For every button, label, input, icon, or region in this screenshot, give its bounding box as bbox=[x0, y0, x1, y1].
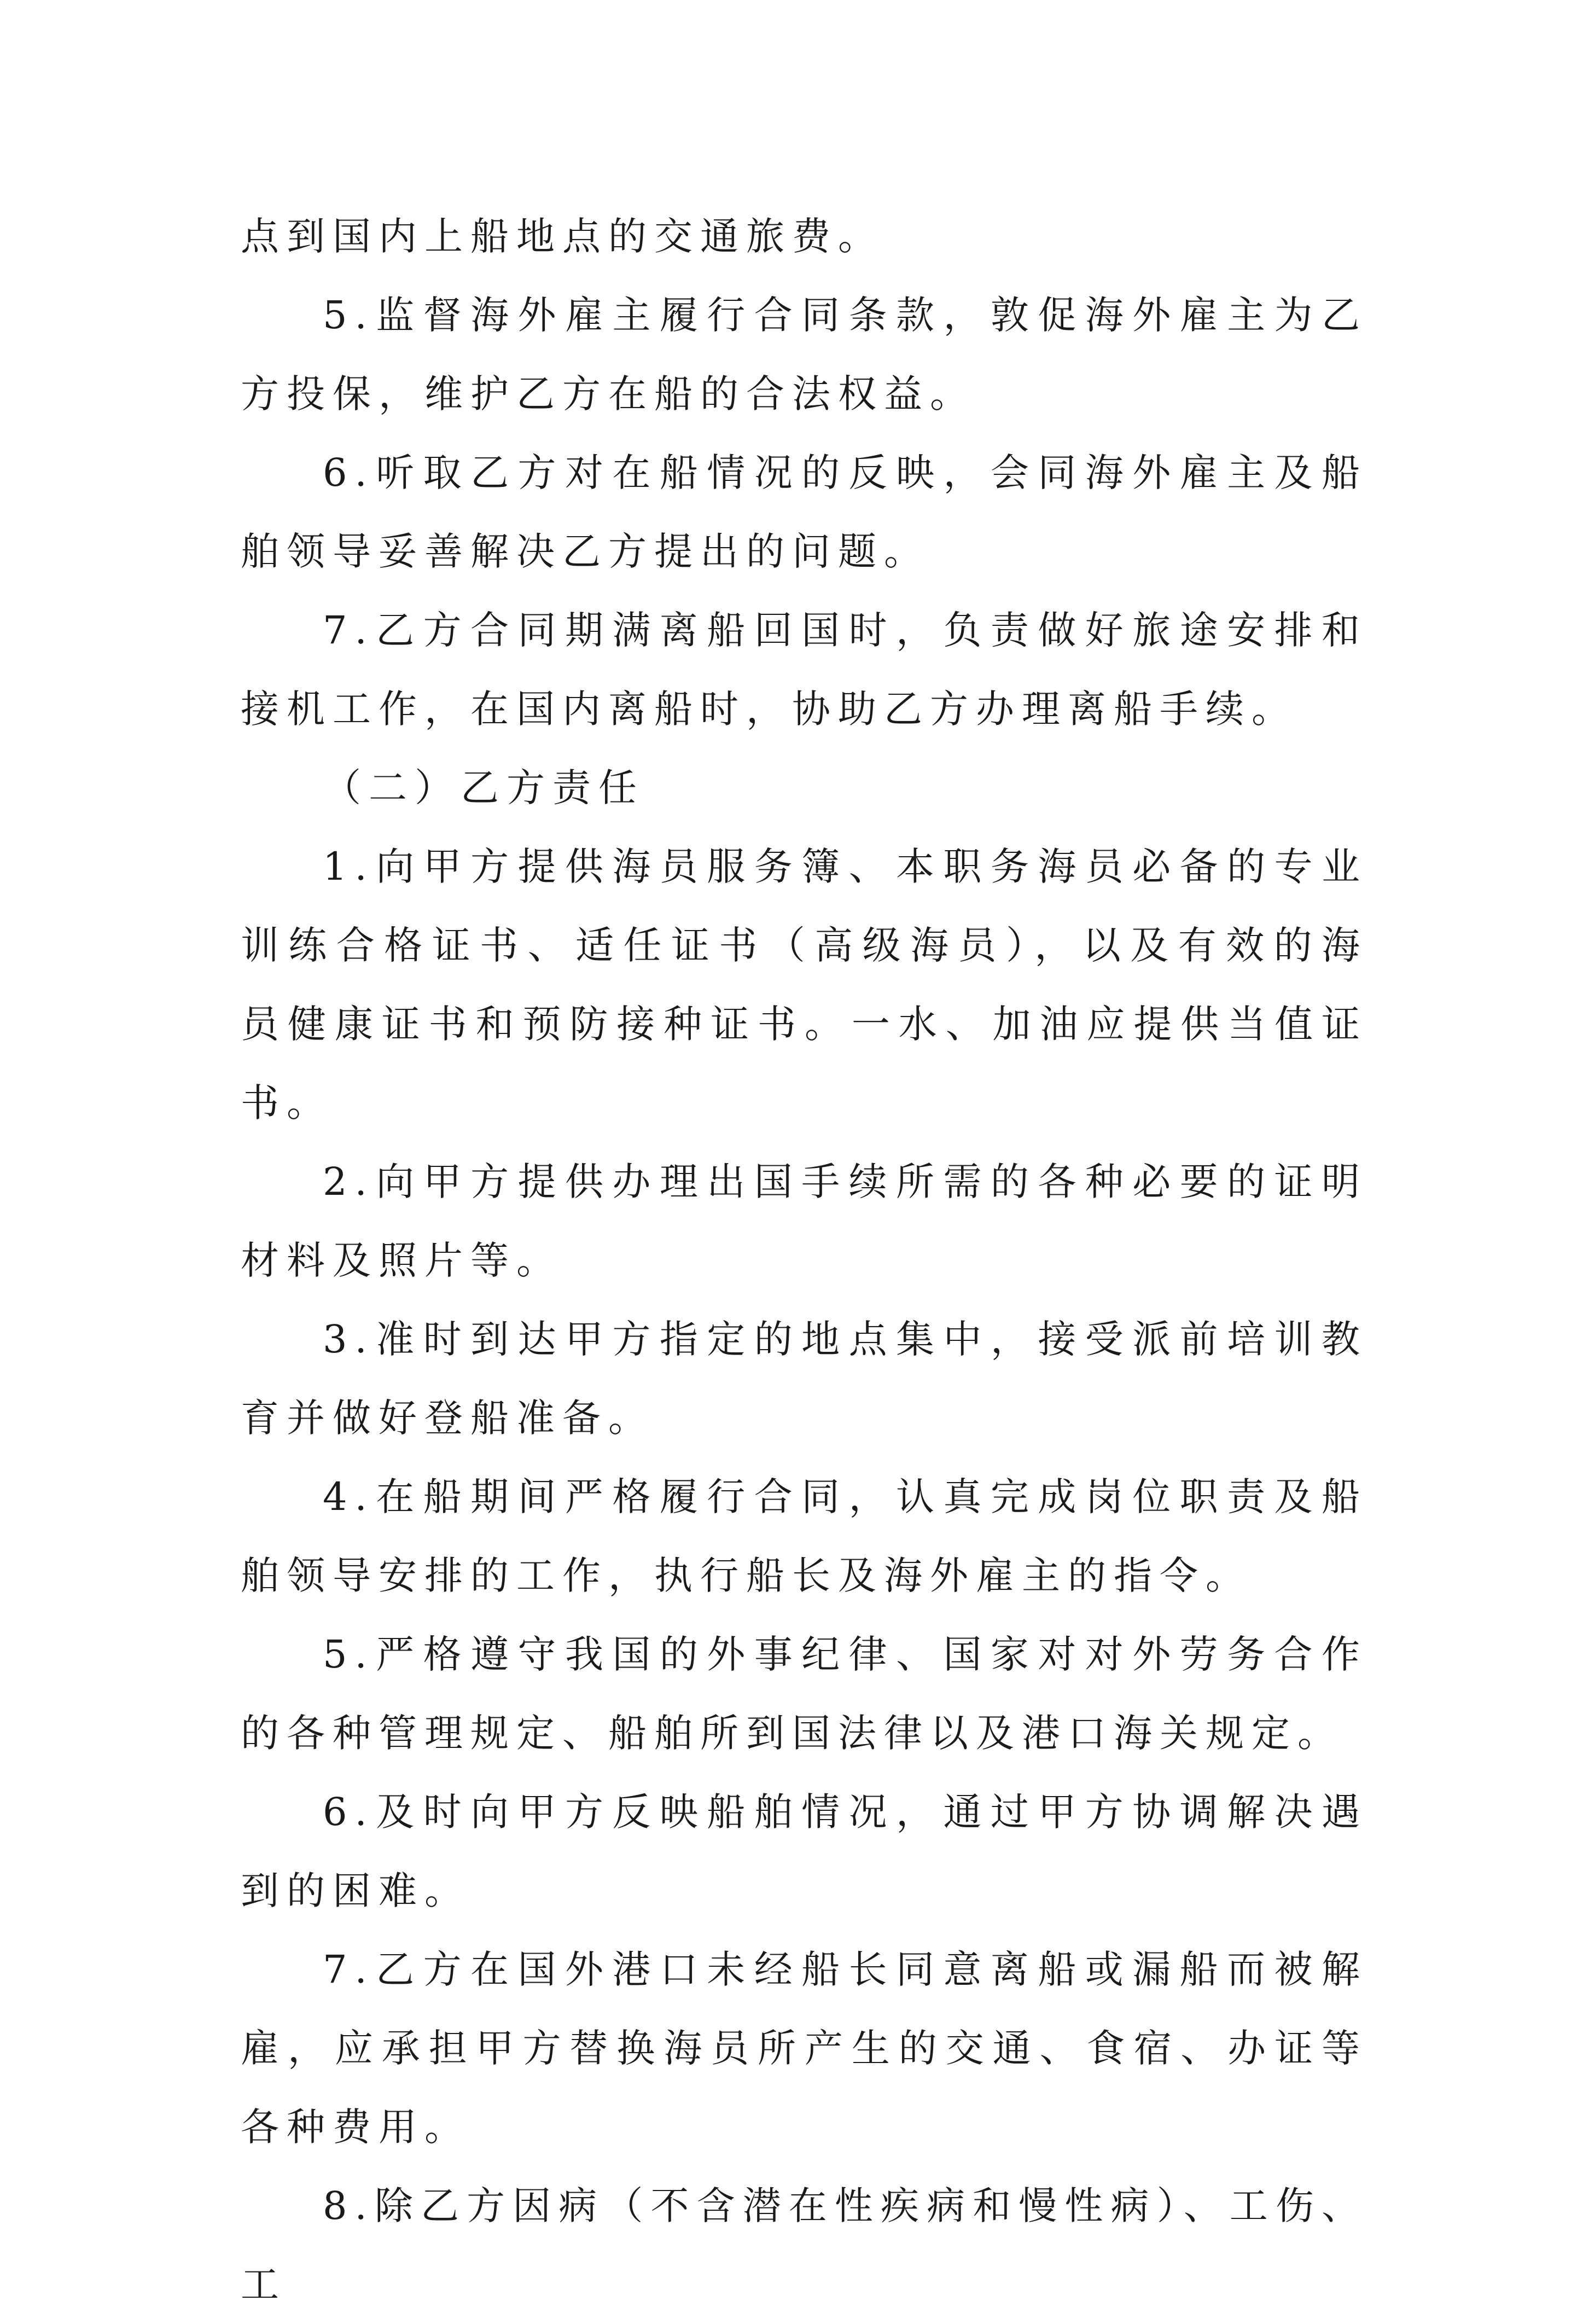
paragraph-item-5: 5.监督海外雇主履行合同条款，敦促海外雇主为乙方投保，维护乙方在船的合法权益。 bbox=[241, 293, 1367, 416]
section-heading-party-b: （二）乙方责任 bbox=[323, 765, 644, 810]
paragraph-item-7: 7.乙方合同期满离船回国时，负责做好旅途安排和接机工作，在国内离船时，协助乙方办理离船手续。 bbox=[241, 608, 1367, 731]
paragraph-item-6: 6.听取乙方对在船情况的反映，会同海外雇主及船舶领导妥善解决乙方提出的问题。 bbox=[241, 450, 1367, 574]
body-text bbox=[241, 197, 1367, 2324]
paragraph-b-item-7: 7.乙方在国外港口未经船长同意离船或漏船而被解雇，应承担甲方替换海员所产生的交通、食宿、办证等各种费用。 bbox=[241, 1947, 1367, 2149]
paragraph-b-item-1: 1.向甲方提供海员服务簿、本职务海员必备的专业训练合格证书、适任证书（高级海员），以及有效的海员健康证书和预防接种证书。一水、加油应提供当值证书。 bbox=[241, 844, 1367, 1125]
paragraph-b-item-2: 2.向甲方提供办理出国手续所需的各种必要的证明材料及照片等。 bbox=[241, 1159, 1367, 1283]
paragraph-b-item-5: 5.严格遵守我国的外事纪律、国家对对外劳务合作的各种管理规定、船舶所到国法律以及港口海关规定。 bbox=[241, 1632, 1367, 1756]
paragraph-b-item-6: 6.及时向甲方反映船舶情况，通过甲方协调解决遇到的困难。 bbox=[241, 1790, 1367, 1913]
paragraph-b-item-4: 4.在船期间严格履行合同，认真完成岗位职责及船舶领导安排的工作，执行船长及海外雇主的指令。 bbox=[241, 1474, 1367, 1598]
paragraph-b-item-8: 8.除乙方因病（不含潜在性疾病和慢性病）、工伤、工 bbox=[241, 2183, 1367, 2307]
paragraph-b-item-3: 3.准时到达甲方指定的地点集中，接受派前培训教育并做好登船准备。 bbox=[241, 1317, 1367, 1440]
paragraph-continuation: 点到国内上船地点的交通旅费。 bbox=[241, 214, 884, 259]
